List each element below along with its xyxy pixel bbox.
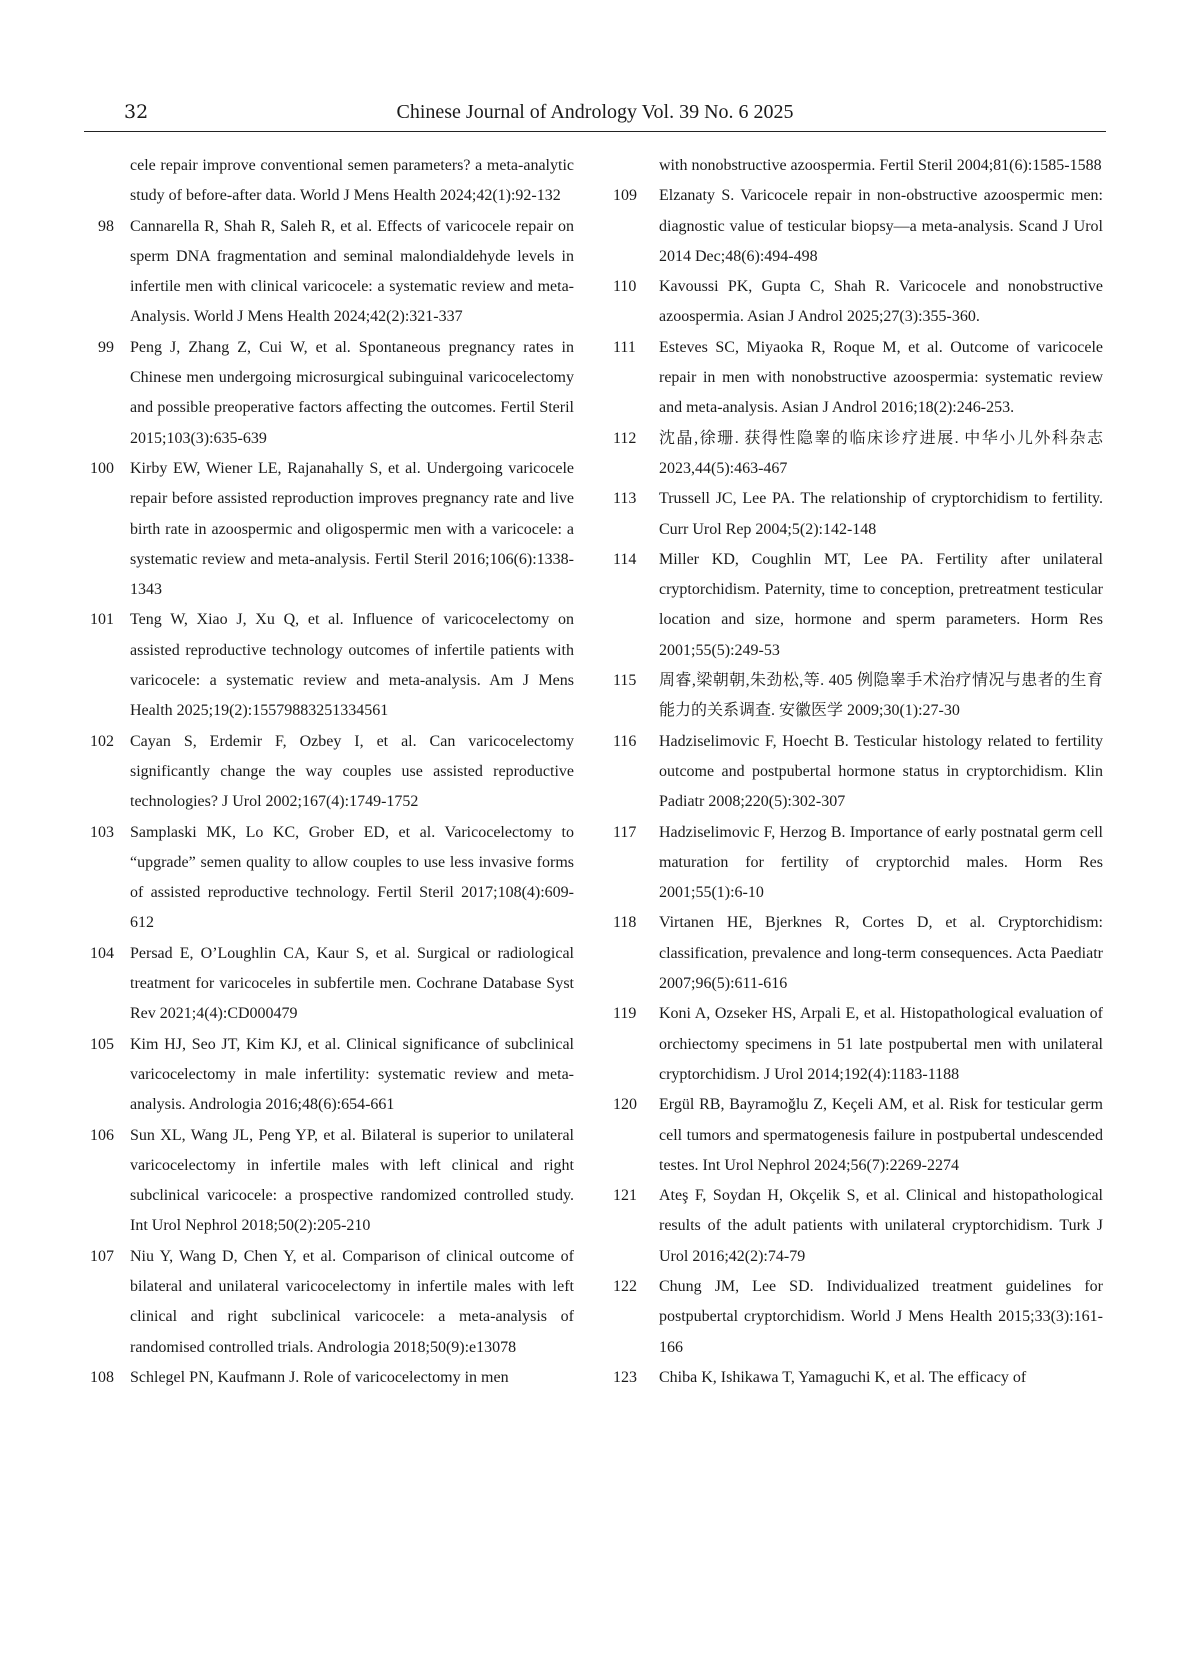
reference-text: Kavoussi PK, Gupta C, Shah R. Varicocele and nonobstructive azoospermia. Asian J Androl 2025;27(3):355-360.: [659, 278, 1103, 326]
reference-text: Niu Y, Wang D, Chen Y, et al. Comparison of clinical outcome of bilateral and unilateral varicocelectomy in infertile males with left clinical and right subclinical varicocele: a meta-analysis of randomised controlled trials. Andrologia 2018;50(9):e13078: [130, 1247, 574, 1356]
reference-entry: [613, 424, 1103, 485]
reference-entry: [84, 605, 574, 726]
reference-number: [84, 333, 130, 454]
reference-number: [613, 545, 659, 666]
reference-entry: [613, 666, 1103, 727]
reference-text: Peng J, Zhang Z, Cui W, et al. Spontaneous pregnancy rates in Chinese men undergoing microsurgical subinguinal varicocelectomy and possible preoperative factors affecting the outcomes. Fertil Steril 2015;103(3):635-639: [130, 338, 574, 447]
reference-text: Esteves SC, Miyaoka R, Roque M, et al. Outcome of varicocele repair in men with nonobstructive azoospermia: systematic review and meta-analysis. Asian J Androl 2016;18(2):246-253.: [659, 338, 1103, 417]
reference-number: [84, 818, 130, 939]
reference-number-label: 118: [613, 914, 637, 932]
reference-entry: [84, 212, 574, 333]
reference-number-label: 106: [90, 1126, 114, 1144]
reference-entry: [84, 818, 574, 939]
reference-number: [613, 908, 659, 999]
reference-entry: [84, 1363, 574, 1393]
reference-text: 沈晶,徐珊. 获得性隐睾的临床诊疗进展. 中华小儿外科杂志 2023,44(5):463-467: [659, 429, 1103, 477]
reference-number-label: 123: [613, 1368, 637, 1386]
reference-text: Chung JM, Lee SD. Individualized treatment guidelines for postpubertal cryptorchidism. World J Mens Health 2015;33(3):161-166: [659, 1277, 1103, 1356]
reference-entry: [84, 1030, 574, 1121]
reference-number-label: 121: [613, 1187, 637, 1205]
reference-number: [613, 181, 659, 272]
reference-number-label: 101: [90, 611, 114, 629]
reference-text: Cannarella R, Shah R, Saleh R, et al. Effects of varicocele repair on sperm DNA fragmentation and seminal malondialdehyde levels in infertile men with clinical varicocele: a systematic review and meta-Analysis. World J Mens Health 2024;42(2):321-337: [130, 217, 574, 326]
reference-number: [84, 1363, 130, 1393]
reference-number-label: 116: [613, 732, 637, 750]
reference-entry: [613, 999, 1103, 1090]
reference-text: Ergül RB, Bayramoğlu Z, Keçeli AM, et al. Risk for testicular germ cell tumors and spermatogenesis failure in postpubertal undescended testes. Int Urol Nephrol 2024;56(7):2269-2274: [659, 1096, 1103, 1174]
running-head: [84, 97, 1106, 127]
reference-text: Persad E, O’Loughlin CA, Kaur S, et al. Surgical or radiological treatment for varicoceles in subfertile men. Cochrane Database Syst Rev 2021;4(4):CD000479: [130, 944, 574, 1023]
header-rule: [84, 131, 1106, 132]
reference-text: Schlegel PN, Kaufmann J. Role of varicocelectomy in men: [130, 1368, 509, 1386]
right-column: [613, 151, 1103, 1393]
journal-title: Chinese Journal of Andrology Vol. 39 No. 6 2025: [396, 101, 794, 123]
reference-text: Miller KD, Coughlin MT, Lee PA. Fertility after unilateral cryptorchidism. Paternity, time to conception, pretreatment testicular location and size, hormone and sperm parameters. Horm Res 2001;55(5):249-53: [659, 550, 1103, 659]
reference-text: Elzanaty S. Varicocele repair in non-obstructive azoospermic men: diagnostic value of testicular biopsy—a meta-analysis. Scand J Urol 2014 Dec;48(6):494-498: [659, 187, 1103, 265]
reference-number-label: 120: [613, 1096, 637, 1114]
reference-entry: [613, 1272, 1103, 1363]
reference-number: [84, 605, 130, 726]
reference-entry: [84, 454, 574, 605]
left-column: [84, 151, 574, 1393]
reference-number-label: 100: [90, 459, 114, 477]
reference-text: Hadziselimovic F, Herzog B. Importance of early postnatal germ cell maturation for fertility of cryptorchid males. Horm Res 2001;55(1):6-10: [659, 823, 1103, 902]
reference-number: [613, 1181, 659, 1272]
reference-text: Kirby EW, Wiener LE, Rajanahally S, et al. Undergoing varicocele repair before assisted reproduction improves pregnancy rate and live birth rate in azoospermic and oligospermic men with a varicocele: a systematic review and meta-analysis. Fertil Steril 2016;106(6):1338-1343: [130, 459, 574, 599]
reference-number: [84, 1242, 130, 1363]
reference-number-label: 102: [90, 732, 114, 750]
reference-number: [84, 454, 130, 605]
reference-entry: [613, 181, 1103, 272]
reference-number-label: 98: [98, 217, 114, 235]
reference-number-label: 119: [613, 1005, 637, 1023]
reference-number-label: 110: [613, 278, 637, 296]
reference-entry: [613, 1363, 1103, 1393]
reference-continuation: cele repair improve conventional semen parameters? a meta-analytic study of before-after data. World J Mens Health 2024;42(1):92-132: [130, 157, 574, 205]
reference-text: Kim HJ, Seo JT, Kim KJ, et al. Clinical significance of subclinical varicocelectomy in male infertility: systematic review and meta-analysis. Andrologia 2016;48(6):654-661: [130, 1035, 574, 1114]
reference-text: Samplaski MK, Lo KC, Grober ED, et al. Varicocelectomy to “upgrade” semen quality to allow couples to use less invasive forms of assisted reproductive technology. Fertil Steril 2017;108(4):609-612: [130, 823, 574, 932]
reference-entry: [613, 484, 1103, 545]
reference-number: [84, 212, 130, 333]
reference-entry: [613, 545, 1103, 666]
reference-entry: [613, 1090, 1103, 1181]
reference-text: Sun XL, Wang JL, Peng YP, et al. Bilateral is superior to unilateral varicocelectomy in infertile males with left clinical and right subclinical varicocele: a prospective randomized controlled study. Int Urol Nephrol 2018;50(2):205-210: [130, 1126, 574, 1235]
reference-entry: [613, 272, 1103, 333]
reference-entry: [84, 1121, 574, 1242]
reference-entry: [613, 727, 1103, 818]
reference-number: [613, 272, 659, 333]
reference-continuation: with nonobstructive azoospermia. Fertil Steril 2004;81(6):1585-1588: [659, 157, 1102, 174]
reference-text: Chiba K, Ishikawa T, Yamaguchi K, et al. The efficacy of: [659, 1368, 1027, 1386]
reference-number-label: 99: [98, 338, 114, 356]
reference-number: [84, 727, 130, 818]
reference-number-label: 112: [613, 429, 637, 447]
reference-entry: [84, 939, 574, 1030]
reference-number-label: 108: [90, 1368, 114, 1386]
reference-number-label: 104: [90, 944, 114, 962]
reference-number: [84, 1030, 130, 1121]
reference-entry: [84, 1242, 574, 1363]
reference-number-label: 107: [90, 1247, 114, 1265]
reference-number-label: 122: [613, 1277, 637, 1295]
reference-number: [613, 1363, 659, 1393]
reference-number: [613, 1272, 659, 1363]
reference-number: [613, 818, 659, 909]
reference-number-label: 103: [90, 823, 114, 841]
reference-entry: [84, 333, 574, 454]
reference-number: [613, 727, 659, 818]
reference-entry: [613, 908, 1103, 999]
page-number: 32: [124, 101, 149, 123]
reference-number-label: 109: [613, 187, 637, 205]
reference-number: [613, 424, 659, 485]
reference-text: Trussell JC, Lee PA. The relationship of cryptorchidism to fertility. Curr Urol Rep 2004;5(2):142-148: [659, 490, 1103, 538]
reference-entry: [613, 1181, 1103, 1272]
reference-text: Koni A, Ozseker HS, Arpali E, et al. Histopathological evaluation of orchiectomy specimens in 51 late postpubertal men with unilateral cryptorchidism. J Urol 2014;192(4):1183-1188: [659, 1005, 1103, 1083]
reference-number-label: 105: [90, 1035, 114, 1053]
reference-entry: [613, 818, 1103, 909]
reference-entry: [84, 727, 574, 818]
reference-number: [84, 939, 130, 1030]
reference-entry: [613, 333, 1103, 424]
reference-text: Cayan S, Erdemir F, Ozbey I, et al. Can varicocelectomy significantly change the way couples use assisted reproductive technologies? J Urol 2002;167(4):1749-1752: [130, 732, 574, 811]
reference-number-label: 117: [613, 823, 637, 841]
reference-number-label: 115: [613, 672, 637, 690]
reference-number-label: 111: [613, 338, 636, 356]
reference-text: Hadziselimovic F, Hoecht B. Testicular histology related to fertility outcome and postpubertal hormone status in cryptorchidism. Klin Padiatr 2008;220(5):302-307: [659, 732, 1103, 811]
reference-text: 周睿,梁朝朝,朱劲松,等. 405 例隐睾手术治疗情况与患者的生育能力的关系调查. 安徽医学 2009;30(1):27-30: [659, 672, 1103, 720]
reference-number-label: 113: [613, 490, 637, 508]
reference-number: [84, 1121, 130, 1242]
reference-number: [613, 333, 659, 424]
reference-number: [613, 666, 659, 727]
reference-text: Ateş F, Soydan H, Okçelik S, et al. Clinical and histopathological results of the adult patients with unilateral cryptorchidism. Turk J Urol 2016;42(2):74-79: [659, 1187, 1103, 1265]
reference-number: [613, 999, 659, 1090]
reference-number: [613, 484, 659, 545]
reference-text: Teng W, Xiao J, Xu Q, et al. Influence of varicocelectomy on assisted reproductive technology outcomes of infertile patients with varicocele: a systematic review and meta-analysis. Am J Mens Health 2025;19(2):15579883251334561: [130, 611, 574, 720]
reference-number-label: 114: [613, 550, 637, 568]
reference-number: [613, 1090, 659, 1181]
reference-text: Virtanen HE, Bjerknes R, Cortes D, et al. Cryptorchidism: classification, prevalence and long-term consequences. Acta Paediatr 2007;96(5):611-616: [659, 914, 1103, 993]
